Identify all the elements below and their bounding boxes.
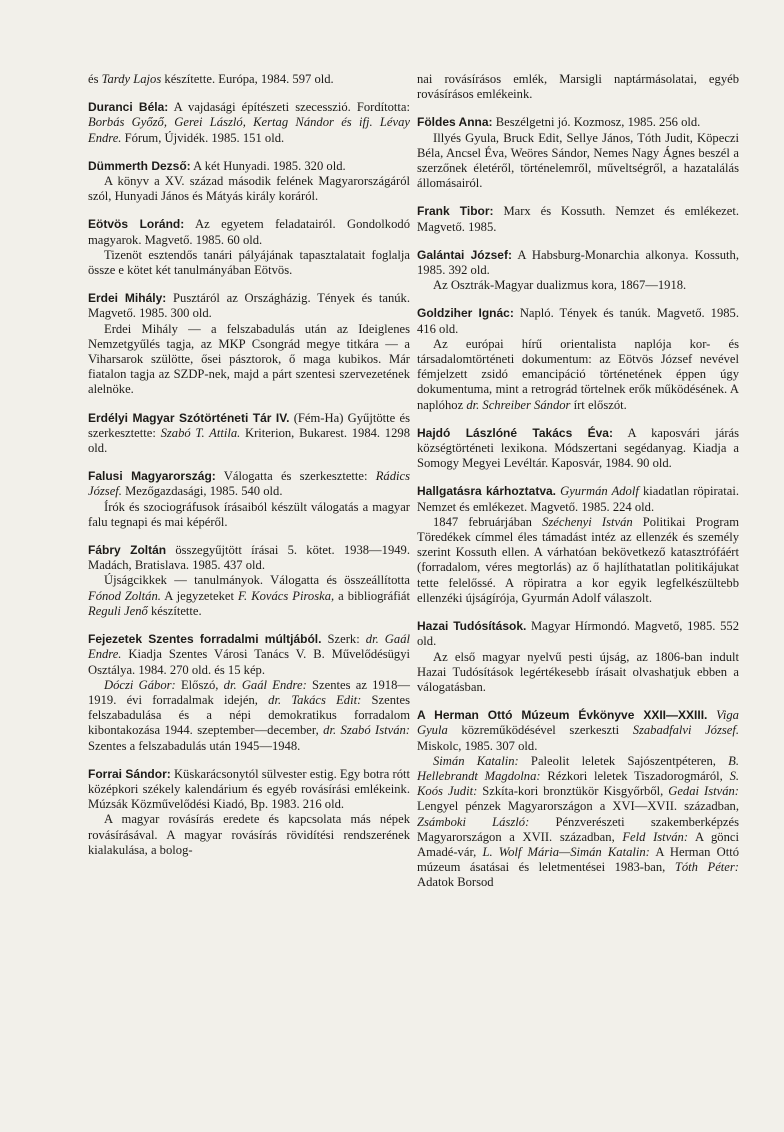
bibliography-entry [417, 306, 739, 412]
bibliography-entry [88, 543, 410, 619]
italic-name: Feld István: [622, 829, 689, 844]
text-run: Adatok Borsod [417, 875, 494, 890]
text-run: (Fém-Ha) Gyűjtötte és szerkesztette: [88, 410, 410, 440]
italic-name: Viga Gyula [417, 708, 739, 738]
text-run: A magyar rovásírás eredete és kapcsolata más népek rovásírásával. A magyar rovásírás rövidítési rendszerének kialakulása, a bolog- [88, 812, 410, 857]
text-run: Az Osztrák-Magyar dualizmus kora, 1867—1918. [433, 278, 687, 293]
text-run: Szentes az 1918—1919. évi forradalmak idején, [88, 677, 410, 707]
text-run: A vajdasági építészeti szecesszió. Fordította: [168, 100, 411, 115]
text-run: közreműködésével szerkeszti [447, 723, 633, 738]
text-run: Az egyetem feladatairól. Gondolkodó magyarok. Magvető. 1985. 60 old. [88, 217, 410, 247]
entry-annotation [417, 650, 739, 696]
text-run: Napló. Tények és tanúk. Magvető. 1985. 416 old. [417, 306, 739, 336]
entry-citation [417, 115, 739, 130]
entry-citation [88, 543, 410, 573]
text-run: Előszó, [175, 677, 224, 692]
text-run: Válogatta és szerkesztette: [215, 469, 376, 484]
bibliography-entry [88, 632, 410, 754]
text-run: Mezőgazdasági, 1985. 540 old. [121, 484, 283, 499]
text-run: Illyés Gyula, Bruck Edit, Sellye János, Tóth Judit, Köpeczi Béla, Ancsel Éva, Weöres Sándor, Nemes Nagy Ágnes beszél a szerzőnek életéről, történelemről, műveltségről, a hazatalálás állomásairól. [417, 130, 739, 191]
entry-citation [88, 72, 410, 87]
text-run: A Habsburg-Monarchia alkonya. Kossuth, 1985. 392 old. [417, 247, 740, 278]
bibliography-entry [88, 72, 410, 87]
entry-annotation [417, 337, 739, 413]
text-run: nai rovásírásos emlék, Marsigli naptármásolatai, egyéb rovásírásos emlékeink. [417, 72, 739, 102]
entry-citation [88, 767, 410, 813]
text-run: 1847 februárjában [433, 514, 543, 529]
entry-annotation [88, 322, 410, 398]
italic-name: F. Kovács Piroska, [237, 588, 335, 603]
entry-heading: Frank Tibor: [417, 204, 494, 219]
entry-annotation [88, 500, 410, 530]
italic-name: Szabadfalvi József. [632, 723, 739, 738]
italic-name: Széchenyi István [542, 514, 633, 529]
text-run: Politikai Program Töredékek címmel éles támadást intéz az ellenzék és személy szerint Kossuth ellen. A várhatóan bekövetkező katasztrófáért (forradalom, véres megtorlás) az ő hajlíthatatlan politikájukat tette felelőssé. A röpiratra a kor egyik legfelkészültebb ellenzéki újságírója, Gyurmán Adolf válaszolt. [417, 514, 739, 605]
text-run: Marx és Kossuth. Nemzet és emlékezet. Magvető. 1985. [417, 204, 739, 234]
text-run: Paleolit leletek Sajószentpéteren, [518, 753, 729, 768]
text-run: kiadatlan röpiratai. Nemzet és emlékezet. Magvető. 1985. 224 old. [417, 484, 740, 514]
text-run: A Herman Ottó múzeum ásatásai és leletmentései 1983-ban, [417, 844, 740, 875]
bibliography-entry [88, 217, 410, 278]
bibliography-entry [417, 484, 739, 606]
text-run: A kaposvári járás községtörténeti lexikona. Módszertani segédanyag. Kiadja a Somogy Megyei Levéltár. Kaposvár, 1984. 90 old. [417, 425, 740, 471]
bibliography-entry [417, 708, 739, 890]
text-run: Küskarácsonytól sülvester estig. Egy botra rótt középkori székely kalendárium és egyéb rovásírási emlékeink. Múzsák Közművelődési Kiadó, Bp. 1983. 216 old. [88, 766, 410, 812]
entry-annotation [417, 278, 739, 293]
italic-name: Simán Katalin: [433, 753, 519, 768]
italic-name: Tardy Lajos [101, 72, 162, 86]
text-run: A két Hunyadi. 1985. 320 old. [190, 158, 346, 173]
text-run: Lengyel pénzek Magyarországon a XVI—XVII. században, [417, 799, 739, 814]
entry-heading: Erdei Mihály: [88, 291, 167, 306]
entry-citation [417, 484, 739, 514]
text-run: Erdei Mihály — a felszabadulás után az Ideiglenes Nemzetgyűlés tagja, az MKP Csongrád megye titkára — a Viharsarok szülötte, ősei pásztorok, ő maga kubikos. Már fiatalon tagja az SZDP-nek, majd a párt szentesi szervezetének alelnöke. [88, 321, 410, 397]
italic-name: Zsámboki László: [417, 814, 530, 829]
italic-name: Dóczi Gábor: [104, 677, 176, 692]
entry-citation [417, 72, 739, 102]
bibliography-entry [88, 159, 410, 205]
italic-name: L. Wolf Mária—Simán Katalin: [482, 844, 650, 859]
bibliography-entry [417, 248, 739, 294]
bibliography-entry [88, 469, 410, 530]
text-run: Miskolc, 1985. 307 old. [417, 738, 538, 753]
entry-annotation [88, 812, 410, 858]
bibliography-entry [417, 619, 739, 695]
bibliography-entry [88, 767, 410, 858]
entry-citation [417, 248, 739, 278]
text-run: Pénzverészeti szakemberképzés Magyarországon a XVII. században, [417, 814, 739, 844]
entry-citation [417, 306, 739, 336]
entry-citation [88, 469, 410, 499]
text-run: Az európai hírű orientalista naplója kor- és társadalomtörténeti dokumentum: az Eötvös József nevével fémjelzett zsidó emancipáció történetének éppen úgy dokumentuma, mint a retrográd törtelnek erők működésének. A naplóhoz [417, 336, 739, 412]
italic-name: Gedai István: [668, 784, 739, 799]
entry-annotation [417, 131, 739, 192]
entry-citation [417, 204, 739, 234]
text-run: Az első magyar nyelvű pesti újság, az 1806-ban indult Hazai Tudósítások legértékesebb írásait olvashatjuk ebben a válogatásban. [417, 649, 739, 694]
entry-annotation [88, 174, 410, 204]
bibliography-entry [417, 115, 739, 191]
text-run: Kiadja Szentes Városi Tanács V. B. Művelődésügyi Osztálya. 1984. 270 old. és 15 kép. [88, 647, 410, 677]
text-run: a bibliográfiát [334, 588, 410, 603]
italic-name: dr. Gaál Endre: [223, 677, 307, 692]
entry-citation [417, 708, 739, 754]
entry-heading: Hazai Tudósítások. [417, 619, 527, 634]
italic-name: Gyurmán Adolf [560, 484, 639, 499]
text-run: Újságcikkek — tanulmányok. Válogatta és összeállította [104, 573, 410, 588]
entry-heading: Földes Anna: [417, 115, 493, 130]
text-run: Fórum, Újvidék. 1985. 151 old. [121, 130, 285, 145]
entry-citation [88, 411, 410, 457]
bibliography-entry [88, 291, 410, 397]
entry-heading: A Herman Ottó Múzeum Évkönyve XXII—XXIII. [417, 708, 708, 723]
text-run [707, 708, 716, 722]
italic-name: Reguli Jenő [88, 603, 148, 618]
text-run: Szerk: [321, 632, 366, 647]
entry-citation [88, 291, 410, 321]
text-run: Szkíta-kori bronztükör Kisgyőrből, [477, 784, 669, 799]
entry-annotation [417, 754, 739, 891]
text-run: Magyar Hírmondó. Magvető, 1985. 552 old. [417, 619, 739, 649]
text-run: Szentes a felszabadulás után 1945—1948. [88, 738, 301, 753]
text-run: készítette. [147, 603, 202, 618]
bibliography-entry [417, 204, 739, 234]
entry-heading: Falusi Magyarország: [88, 469, 216, 484]
entry-heading: Hajdó Lászlóné Takács Éva: [417, 425, 613, 440]
bibliography-entry [417, 426, 739, 472]
entry-citation [88, 217, 410, 247]
entry-heading: Hallgatásra kárhoztatva. [417, 484, 557, 499]
italic-name: Borbás Győző, Gerei László, Kertag Nándor és ifj. Lévay Endre. [88, 115, 410, 145]
italic-name: Szabó T. Attila. [160, 425, 241, 440]
entry-citation [88, 159, 410, 174]
text-run: Tizenöt esztendős tanári pályájának tapasztalatait foglalja össze e kötet két tanulmányában Eötvös. [88, 247, 410, 278]
italic-name: S. Koós Judit: [417, 768, 740, 799]
text-run: A könyv a XV. század második felének Magyarországáról szól, Hunyadi János és Mátyás király koráról. [88, 174, 410, 204]
entry-heading: Fábry Zoltán [88, 543, 167, 558]
entry-heading: Dümmerth Dezső: [88, 158, 191, 173]
entry-annotation [417, 515, 739, 606]
entry-heading: Erdélyi Magyar Szótörténeti Tár IV. [88, 410, 290, 425]
text-run: A jegyzeteket [160, 588, 238, 603]
entry-heading: Galántai József: [417, 247, 512, 262]
italic-name: B. Hellebrandt Magdolna: [417, 753, 739, 783]
text-run: összegyűjtött írásai 5. kötet. 1938—1949. Madách, Bratislava. 1985. 437 old. [88, 543, 410, 573]
bibliography-entry [417, 72, 739, 102]
entry-annotation [88, 573, 410, 619]
text-run: A gönci Amadé-vár, [417, 829, 739, 859]
italic-name: dr. Szabó István: [323, 723, 410, 738]
entry-citation [88, 100, 410, 146]
text-run: Kriterion, Bukarest. 1984. 1298 old. [88, 425, 410, 456]
text-run: Rézkori leletek Tiszadorogmáról, [540, 768, 730, 783]
text-run: írt előszót. [570, 397, 627, 412]
text-run: Beszélgetni jó. Kozmosz, 1985. 256 old. [492, 115, 701, 130]
right-column [417, 72, 739, 904]
italic-name: dr. Gaál Endre. [88, 632, 410, 662]
entry-heading: Goldziher Ignác: [417, 306, 514, 321]
entry-heading: Fejezetek Szentes forradalmi múltjából. [88, 632, 322, 647]
text-run: készítette. Európa, 1984. 597 old. [161, 72, 334, 86]
text-run: és [88, 72, 102, 86]
text-run: Szentes felszabadulása és a népi demokratikus forradalom kibontakozása 1944. szeptember—december, [88, 692, 410, 738]
entry-citation [417, 426, 739, 472]
italic-name: dr. Takács Edit: [268, 692, 362, 707]
bibliography-entry [88, 411, 410, 457]
entry-heading: Eötvös Loránd: [88, 217, 185, 232]
italic-name: Fónod Zoltán. [88, 588, 161, 603]
entry-annotation [88, 248, 410, 278]
entry-citation [88, 632, 410, 678]
entry-citation [417, 619, 739, 649]
left-column [88, 72, 410, 871]
text-run: Pusztáról az Országházig. Tények és tanúk. Magvető. 1985. 300 old. [88, 291, 410, 321]
entry-heading: Duranci Béla: [88, 100, 169, 115]
text-run: Írók és szociográfusok írásaiból készült válogatás a magyar falu tegnapi és mai képéről. [88, 499, 410, 529]
entry-heading: Forrai Sándor: [88, 766, 171, 781]
italic-name: Rádics József. [88, 469, 411, 499]
italic-name: Tóth Péter: [674, 860, 739, 875]
italic-name: dr. Schreiber Sándor [466, 397, 571, 412]
bibliography-entry [88, 100, 410, 146]
entry-annotation [88, 678, 410, 754]
